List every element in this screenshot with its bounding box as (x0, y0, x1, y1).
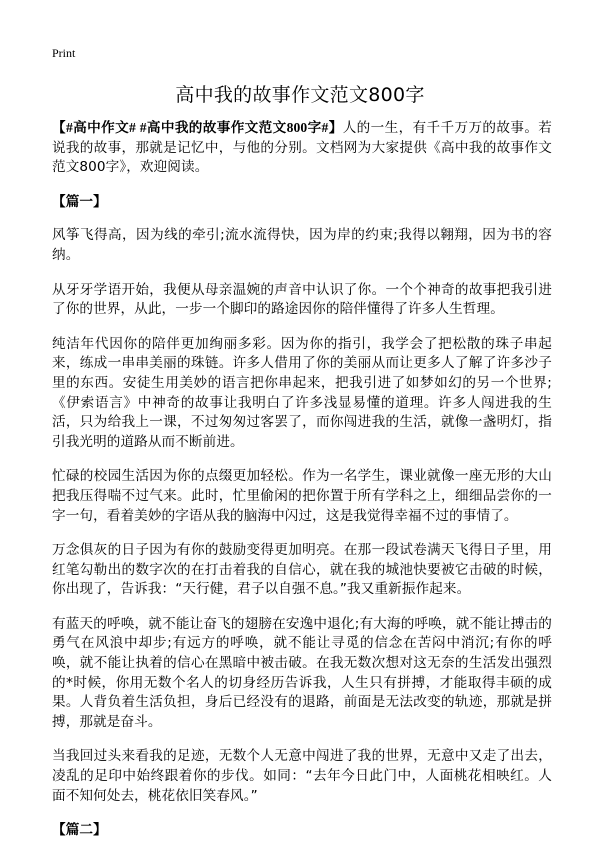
paragraph: 纯洁年代因你的陪伴更加绚丽多彩。因为你的指引，我学会了把松散的珠子串起来，练成一串串美丽的珠链。许多人借用了你的美丽从而让更多人了解了许多沙子里的东西。安徒生用美妙的语言把你串起来，把我引进了如梦如幻的另一个世界;《伊索语言》中神奇的故事让我明白了许多浅显易懂的道理。许多人闯进我的生活，只为给我上一课，不过匆匆过客罢了，而你闯进我的生活，就像一盏明灯，指引我光明的道路从而不断前进。 (52, 335, 552, 450)
section-heading-2: 【篇二】 (52, 822, 107, 839)
paragraph: 当我回过头来看我的足迹，无数个人无意中闯进了我的世界，无意中又走了出去，凌乱的足印中始终跟着你的步伐。如同：“去年今日此门中，人面桃花相映红。人面不知何处去，桃花依旧笑春风。” (52, 748, 552, 804)
intro-paragraph (52, 118, 552, 178)
print-link[interactable]: Print (52, 46, 76, 60)
paragraph: 从牙牙学语开始，我便从母亲温婉的声音中认识了你。一个个神奇的故事把我引进了你的世界，从此，一步一个脚印的路途因你的陪伴懂得了许多人生哲理。 (52, 281, 552, 318)
paragraph: 风筝飞得高，因为线的牵引;流水流得快，因为岸的约束;我得以翱翔，因为书的容纳。 (52, 227, 552, 263)
intro-text: 人的一生，有千千万万的故事。若说我的故事，那就是记忆中，与他的分别。文档网为大家提供《高中我的故事作文范文800字》，欢迎阅读。 (52, 120, 553, 176)
page-title: 高中我的故事作文范文800字 (175, 84, 425, 106)
section-heading-1: 【篇一】 (52, 193, 107, 210)
intro-tag: 【#高中作文# #高中我的故事作文范文800字#】 (52, 120, 343, 135)
paragraph: 忙碌的校园生活因为你的点缀更加轻松。作为一名学生，课业就像一座无形的大山把我压得喘不过气来。此时，忙里偷闲的把你置于所有学科之上，细细品尝你的一字一句，看着美妙的字语从我的脑海中闪过，这是我觉得幸福不过的事情了。 (52, 468, 552, 524)
paragraph: 有蓝天的呼唤，就不能让奋飞的翅膀在安逸中退化;有大海的呼唤，就不能让搏击的勇气在风浪中却步;有远方的呼唤，就不能让寻觅的信念在苦闷中消沉;有你的呼唤，就不能让执着的信心在黑暗中被击破。在我无数次想对这无奈的生活发出强烈的*时候，你用无数个名人的切身经历告诉我，人生只有拼搏，才能取得丰硕的成果。人背负着生活负担，身后已经没有的退路，前面是无法改变的轨迹，那就是拼搏，那就是奋斗。 (52, 615, 552, 730)
paragraph: 万念俱灰的日子因为有你的鼓励变得更加明亮。在那一段试卷满天飞得日子里，用红笔勾勒出的数字次的在打击着我的自信心，就在我的城池快要被它击破的时候，你出现了，告诉我：“天行健，君子以自强不息。”我又重新振作起来。 (52, 542, 552, 598)
article-body (52, 118, 552, 855)
